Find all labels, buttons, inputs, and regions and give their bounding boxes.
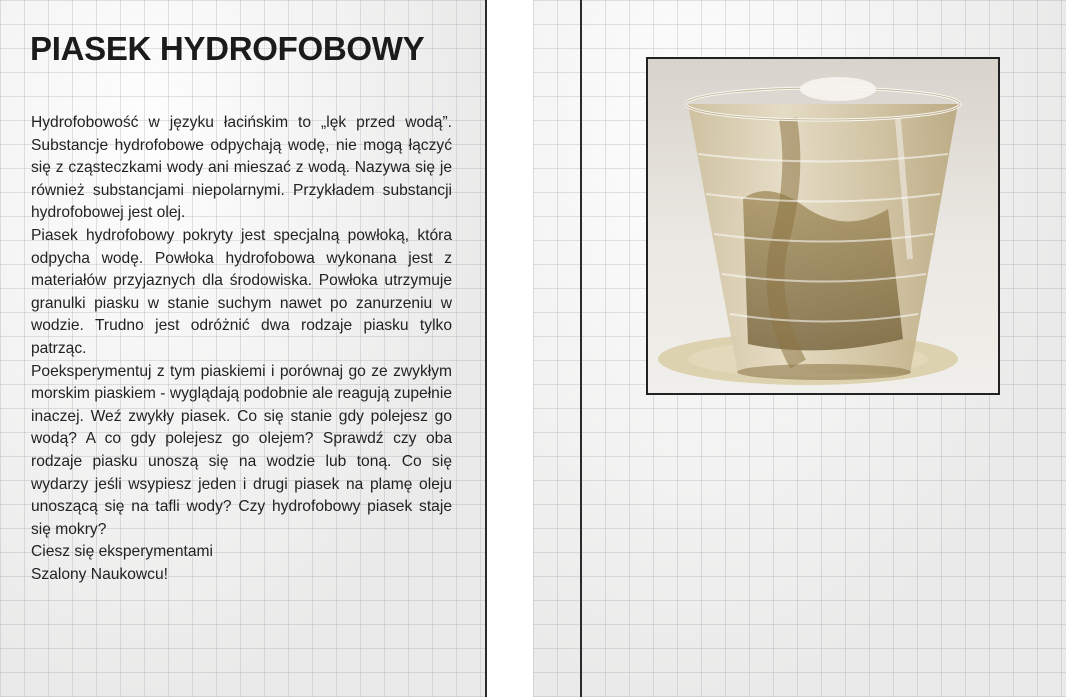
paragraph-coating: Piasek hydrofobowy pokryty jest specjalną powłoką, która odpycha wodę. Powłoka hydrofobowa wykonana jest z materiałów przyjaznych dla środowiska. Powłoka utrzymuje granulki piasku w stanie suchym nawet po zanurzeniu w wodzie. Trudno jest odróżnić dwa rodzaje piasku tylko patrząc. (31, 226, 452, 357)
page-gutter (487, 0, 533, 697)
paragraph-intro: Hydrofobowość w języku łacińskim to „lęk przed wodą”. Substancje hydrofobowe odpychają wodę, nie mogą łączyć się z cząsteczkami wody ani mieszać z wodą. Nazywa się je również substancjami niepolarnymi. Przykładem substancji hydrofobowej jest olej. (31, 114, 452, 222)
margin-line (580, 0, 582, 697)
left-page (0, 0, 487, 697)
closing-line-1: Ciesz się eksperymentami (31, 543, 213, 561)
closing-line-2: Szalony Naukowcu! (31, 565, 168, 583)
paragraph-experiment: Poeksperymentuj z tym piaskiemi i porównaj go ze zwykłym morskim piaskiem - wyglądają podobnie ale reagują zupełnie inaczej. Weź zwykły piasek. Co się stanie gdy polejesz go wodą? A co gdy polejesz go olejem? Sprawdź czy oba rodzaje piasku unoszą się na wodzie lub toną. Co się wydarzy jeśli wsypiesz jeden i drugi piasek na plamę oleju unoszącą się na tafli wody? Czy hydrofobowy piasek staje się mokry? (31, 362, 452, 538)
photo-frame (646, 57, 1000, 395)
body-text (31, 112, 452, 586)
cup-photo (648, 59, 998, 393)
page-title: PIASEK HYDROFOBOWY (30, 30, 425, 67)
